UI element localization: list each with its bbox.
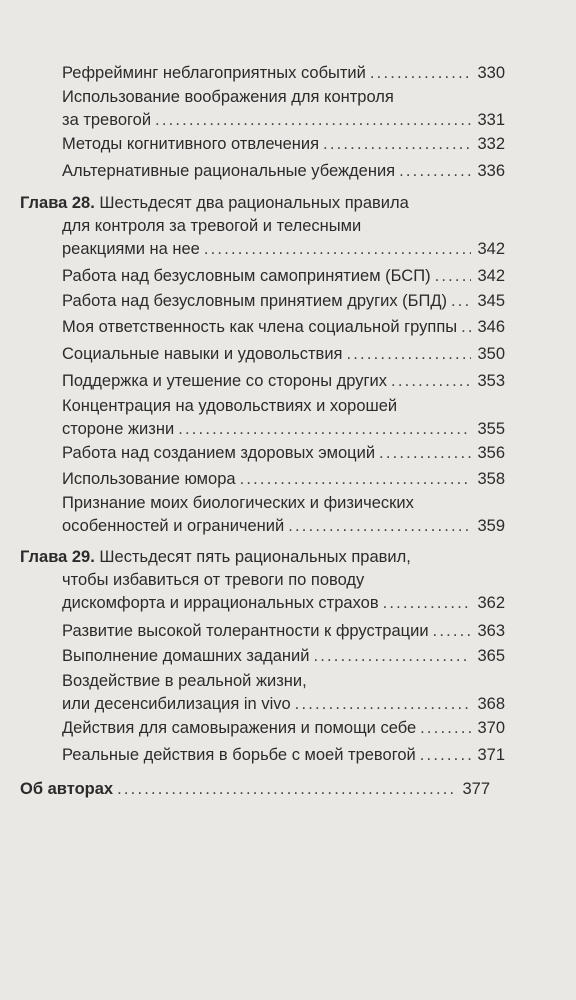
leader-dots bbox=[370, 62, 472, 85]
toc-entry bbox=[62, 370, 505, 393]
chapter-title: Шестьдесят пять рациональных правил, bbox=[99, 548, 411, 566]
toc-page-number: 342 bbox=[477, 267, 505, 285]
toc-entry-title: Альтернативные рациональные убеждения bbox=[62, 162, 396, 180]
chapter-title-cont: реакциями на нее bbox=[62, 240, 200, 258]
leader-dots bbox=[435, 265, 472, 288]
toc-entry-title: Работа над безусловным самопринятием (БСП) bbox=[62, 267, 431, 285]
toc-page-number: 350 bbox=[477, 345, 505, 363]
toc-entry-title-cont: особенностей и ограничений bbox=[62, 517, 285, 535]
leader-dots bbox=[420, 744, 472, 767]
toc-page-number: 368 bbox=[477, 695, 505, 713]
leader-dots bbox=[383, 592, 472, 615]
leader-dots bbox=[346, 343, 471, 366]
leader-dots bbox=[323, 133, 471, 156]
authors-title: Об авторах bbox=[20, 780, 114, 798]
toc-entry-title: Поддержка и утешение со стороны других bbox=[62, 372, 388, 390]
leader-dots bbox=[399, 160, 471, 183]
authors-entry bbox=[20, 778, 490, 801]
chapter-entry bbox=[20, 546, 505, 615]
toc-entry bbox=[62, 717, 505, 740]
leader-dots bbox=[313, 645, 471, 668]
toc-entry-title-cont: стороне жизни bbox=[62, 420, 175, 438]
toc-entry bbox=[62, 160, 505, 183]
toc-entry-title: Методы когнитивного отвлечения bbox=[62, 135, 320, 153]
toc-entry-title: Концентрация на удовольствиях и хорошей bbox=[62, 397, 398, 415]
toc-entry-title: Работа над безусловным принятием других (БПД) bbox=[62, 292, 448, 310]
leader-dots bbox=[391, 370, 471, 393]
toc-entry bbox=[62, 395, 505, 441]
toc-page-number: 363 bbox=[477, 622, 505, 640]
toc-page-number: 342 bbox=[477, 240, 505, 258]
toc-entry-title: Развитие высокой толерантности к фрустрации bbox=[62, 622, 429, 640]
toc-entry-title: Рефрейминг неблагоприятных событий bbox=[62, 64, 366, 82]
toc-entry-title: Работа над созданием здоровых эмоций bbox=[62, 444, 376, 462]
toc-entry-title: Выполнение домашних заданий bbox=[62, 647, 310, 665]
leader-dots bbox=[451, 290, 471, 313]
toc-entry-title: Социальные навыки и удовольствия bbox=[62, 345, 343, 363]
chapter-title-cont: чтобы избавиться от тревоги по поводу bbox=[62, 571, 365, 589]
toc-entry bbox=[62, 133, 505, 156]
toc-entry bbox=[62, 265, 505, 288]
toc-page-number: 365 bbox=[477, 647, 505, 665]
toc-entry-title: Воздействие в реальной жизни, bbox=[62, 672, 307, 690]
toc-page-number: 358 bbox=[477, 470, 505, 488]
chapter-title-cont: для контроля за тревогой и телесными bbox=[62, 217, 362, 235]
toc-page-number: 353 bbox=[477, 372, 505, 390]
toc-entry-title-cont: за тревогой bbox=[62, 111, 152, 129]
toc-entry bbox=[62, 670, 505, 716]
toc-page-number: 370 bbox=[477, 719, 505, 737]
toc-entry bbox=[62, 62, 505, 85]
toc-entry bbox=[62, 86, 505, 132]
toc-entry bbox=[62, 620, 505, 643]
toc-page-number: 331 bbox=[477, 111, 505, 129]
toc-page-number: 345 bbox=[477, 292, 505, 310]
toc-page-number: 371 bbox=[477, 746, 505, 764]
toc-page-number: 359 bbox=[477, 517, 505, 535]
chapter-label: Глава 29. bbox=[20, 548, 95, 566]
toc-entry bbox=[62, 744, 505, 767]
leader-dots bbox=[288, 515, 471, 538]
chapter-title-cont: дискомфорта и иррациональных страхов bbox=[62, 594, 379, 612]
leader-dots bbox=[240, 468, 472, 491]
leader-dots bbox=[117, 778, 456, 801]
toc-entry-title: Моя ответственность как члена социальной группы bbox=[62, 318, 458, 336]
toc-entry bbox=[62, 343, 505, 366]
toc-entry-title: Использование юмора bbox=[62, 470, 236, 488]
leader-dots bbox=[433, 620, 472, 643]
toc-page-number: 332 bbox=[477, 135, 505, 153]
leader-dots bbox=[461, 316, 471, 339]
toc-page-number: 346 bbox=[477, 318, 505, 336]
toc-entry bbox=[62, 316, 505, 339]
leader-dots bbox=[155, 109, 471, 132]
toc-page-number: 355 bbox=[477, 420, 505, 438]
toc-entry bbox=[62, 442, 505, 465]
toc-entry-title: Использование воображения для контроля bbox=[62, 88, 394, 106]
toc-entry bbox=[62, 492, 505, 538]
toc-page-number: 356 bbox=[477, 444, 505, 462]
toc-page-number: 330 bbox=[477, 64, 505, 82]
toc-entry bbox=[62, 290, 505, 313]
leader-dots bbox=[204, 238, 472, 261]
leader-dots bbox=[295, 693, 472, 716]
toc-entry bbox=[62, 645, 505, 668]
toc-entry-title-cont: или десенсибилизация in vivo bbox=[62, 695, 291, 713]
toc-page-number: 377 bbox=[462, 780, 490, 798]
chapter-label: Глава 28. bbox=[20, 194, 95, 212]
chapter-entry bbox=[20, 192, 505, 261]
toc-page-number: 336 bbox=[477, 162, 505, 180]
toc-entry-title: Признание моих биологических и физических bbox=[62, 494, 414, 512]
leader-dots bbox=[379, 442, 471, 465]
toc-entry-title: Действия для самовыражения и помощи себе bbox=[62, 719, 417, 737]
toc-entry-title: Реальные действия в борьбе с моей тревогой bbox=[62, 746, 416, 764]
toc-page-number: 362 bbox=[477, 594, 505, 612]
chapter-title: Шестьдесят два рациональных правила bbox=[99, 194, 409, 212]
leader-dots bbox=[420, 717, 471, 740]
leader-dots bbox=[178, 418, 471, 441]
toc-entry bbox=[62, 468, 505, 491]
